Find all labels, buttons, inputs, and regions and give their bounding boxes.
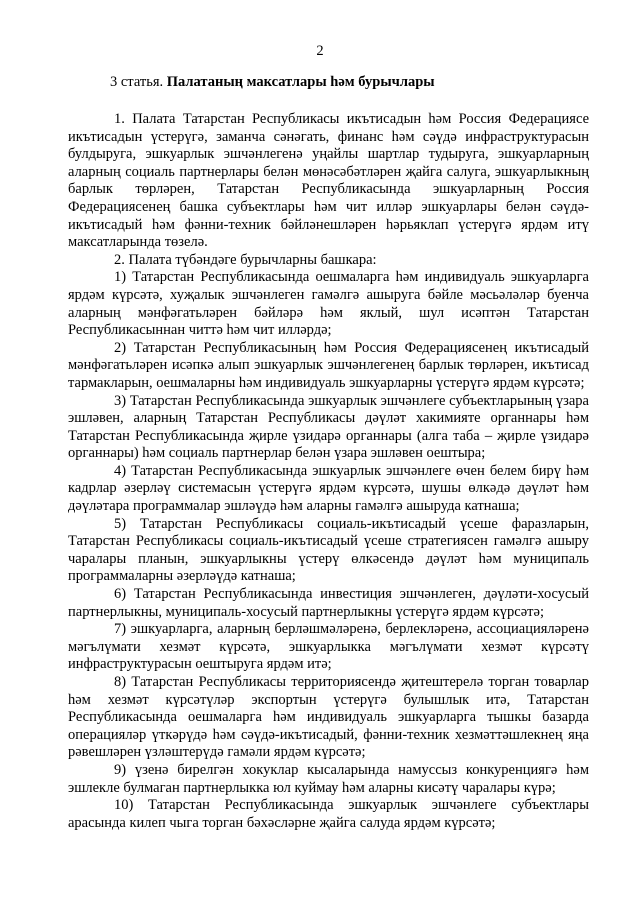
page-number: 2 bbox=[316, 43, 324, 59]
list-item-9: 9) үзенә бирелгән хокуклар кысаларында намуссыз конкуренциягә һәм эшлекле булмаган партнерлыкка юл куймау һәм аларны кисәтү чаралары күрә; bbox=[68, 761, 589, 796]
paragraph-1: 1. Палата Татарстан Республикасы икътисадын һәм Россия Федерациясе икътисадын үстерүгә, заманча сәнәгать, финанс һәм сәүдә инфраструктурасын булдыруга, эшкуарлык эшчәнлегенә уңайлы шартлар тудыруга, эшкуарларның аларның социаль партнерлары белән мөнәсәбәтләрен җайга салуга, эшкуарлыкның барлык төрләрен, Татарстан Республикасында эшкуарларның Россия Федерациясенең башка субъектлары һәм чит илләр эшкуарлары белән сәүдә-икътисадый һәм фәнни-техник бәйләнешләрен һәрьяклап үстерүгә ярдәм итү максатларында төзелә. bbox=[68, 111, 589, 251]
list-item-2: 2) Татарстан Республикасының һәм Россия Федерациясенең икътисадый мәнфәгатьләрен исәпкә алып эшкуарлык эшчәнлегенең барлык төрләрен, икътисад тармакларын, оешмаларны һәм индивидуаль эшкуарларны үстерүгә ярдәм күрсәтә; bbox=[68, 339, 589, 391]
list-item-10: 10) Татарстан Республикасында эшкуарлык эшчәнлеге субъектлары арасында килеп чыга торган бәхәсләрне җайга салуда ярдәм күрсәтә; bbox=[68, 797, 589, 831]
list-item-8: 8) Татарстан Республикасы территориясендә җитештерелә торган товарлар һәм хезмәт күрсәтүләр экспортын үстерүгә булышлык итә, Татарстан Республикасында оешмаларга һәм индивидуаль эшкуарларга тышкы базарда операцияләр үткәрүдә һәм сәүдә-икътисадый, фәнни-техник хезмәттәшлекнең яңа рәвешләрен үзләштерүдә гамәли ярдәм күрсәтә; bbox=[68, 674, 589, 761]
list-item-5: 5) Татарстан Республикасы социаль-икътисадый үсеше фаразларын, Татарстан Республикасы социаль-икътисадый үсеше стратегиясен гамәлгә ашыру чаралары планын, эшкуарлыкны үстерү өлкәсендә дәүләт һәм муниципаль программаларны әзерләүдә катнаша; bbox=[68, 515, 589, 585]
article-heading bbox=[110, 74, 435, 90]
list-item-3: 3) Татарстан Республикасында эшкуарлык эшчәнлеге субъектларының үзара эшләвен, аларның Татарстан Республикасы дәүләт хакимияте органнары һәм Татарстан Республикасында җирле үзидарә органнары (алга таба – җирле үзидарә органнары) һәм социаль партнерлар белән үзара эшләвен оештыра; bbox=[68, 392, 589, 462]
list-item-6: 6) Татарстан Республикасында инвестиция эшчәнлеген, дәүләти-хосусый партнерлыкны, муниципаль-хосусый партнерлыкны үстерүгә ярдәм күрсәтә; bbox=[68, 586, 589, 620]
list-item-4: 4) Татарстан Республикасында эшкуарлык эшчәнлеге өчен белем бирү һәм кадрлар әзерләү системасын үстерүгә ярдәм күрсәтә, шушы өлкәдә дәүләт һәм дәүләтара программалар эшләүдә һәм аларны гамәлгә ашыруда катнаша; bbox=[68, 462, 589, 515]
paragraph-2: 2. Палата түбәндәге бурычларны башкара: bbox=[114, 251, 377, 268]
list-item-1: 1) Татарстан Республикасында оешмаларга һәм индивидуаль эшкуарларга ярдәм күрсәтә, хуҗалык эшчәнлеген гамәлгә ашыруга бәйле мәсьәләләр буенча аларның мәнфәгатьләрен бәйләрә һәм яклый, шул исәптән Татарстан Республикасыннан читтә һәм чит илләрдә; bbox=[68, 269, 589, 339]
list-item-7: 7) эшкуарларга, аларның берләшмәләренә, берлекләренә, ассоциацияләренә мәгълүмати хезмәт күрсәтә, эшкуарлыкка мәгълүмати хезмәт күрсәтү инфраструктурасын оештыруга ярдәм итә; bbox=[68, 621, 589, 673]
article-label: 3 статья. bbox=[110, 74, 164, 90]
article-body bbox=[68, 111, 589, 832]
article-title: Палатаның максатлары һәм бурычлары bbox=[166, 74, 435, 90]
